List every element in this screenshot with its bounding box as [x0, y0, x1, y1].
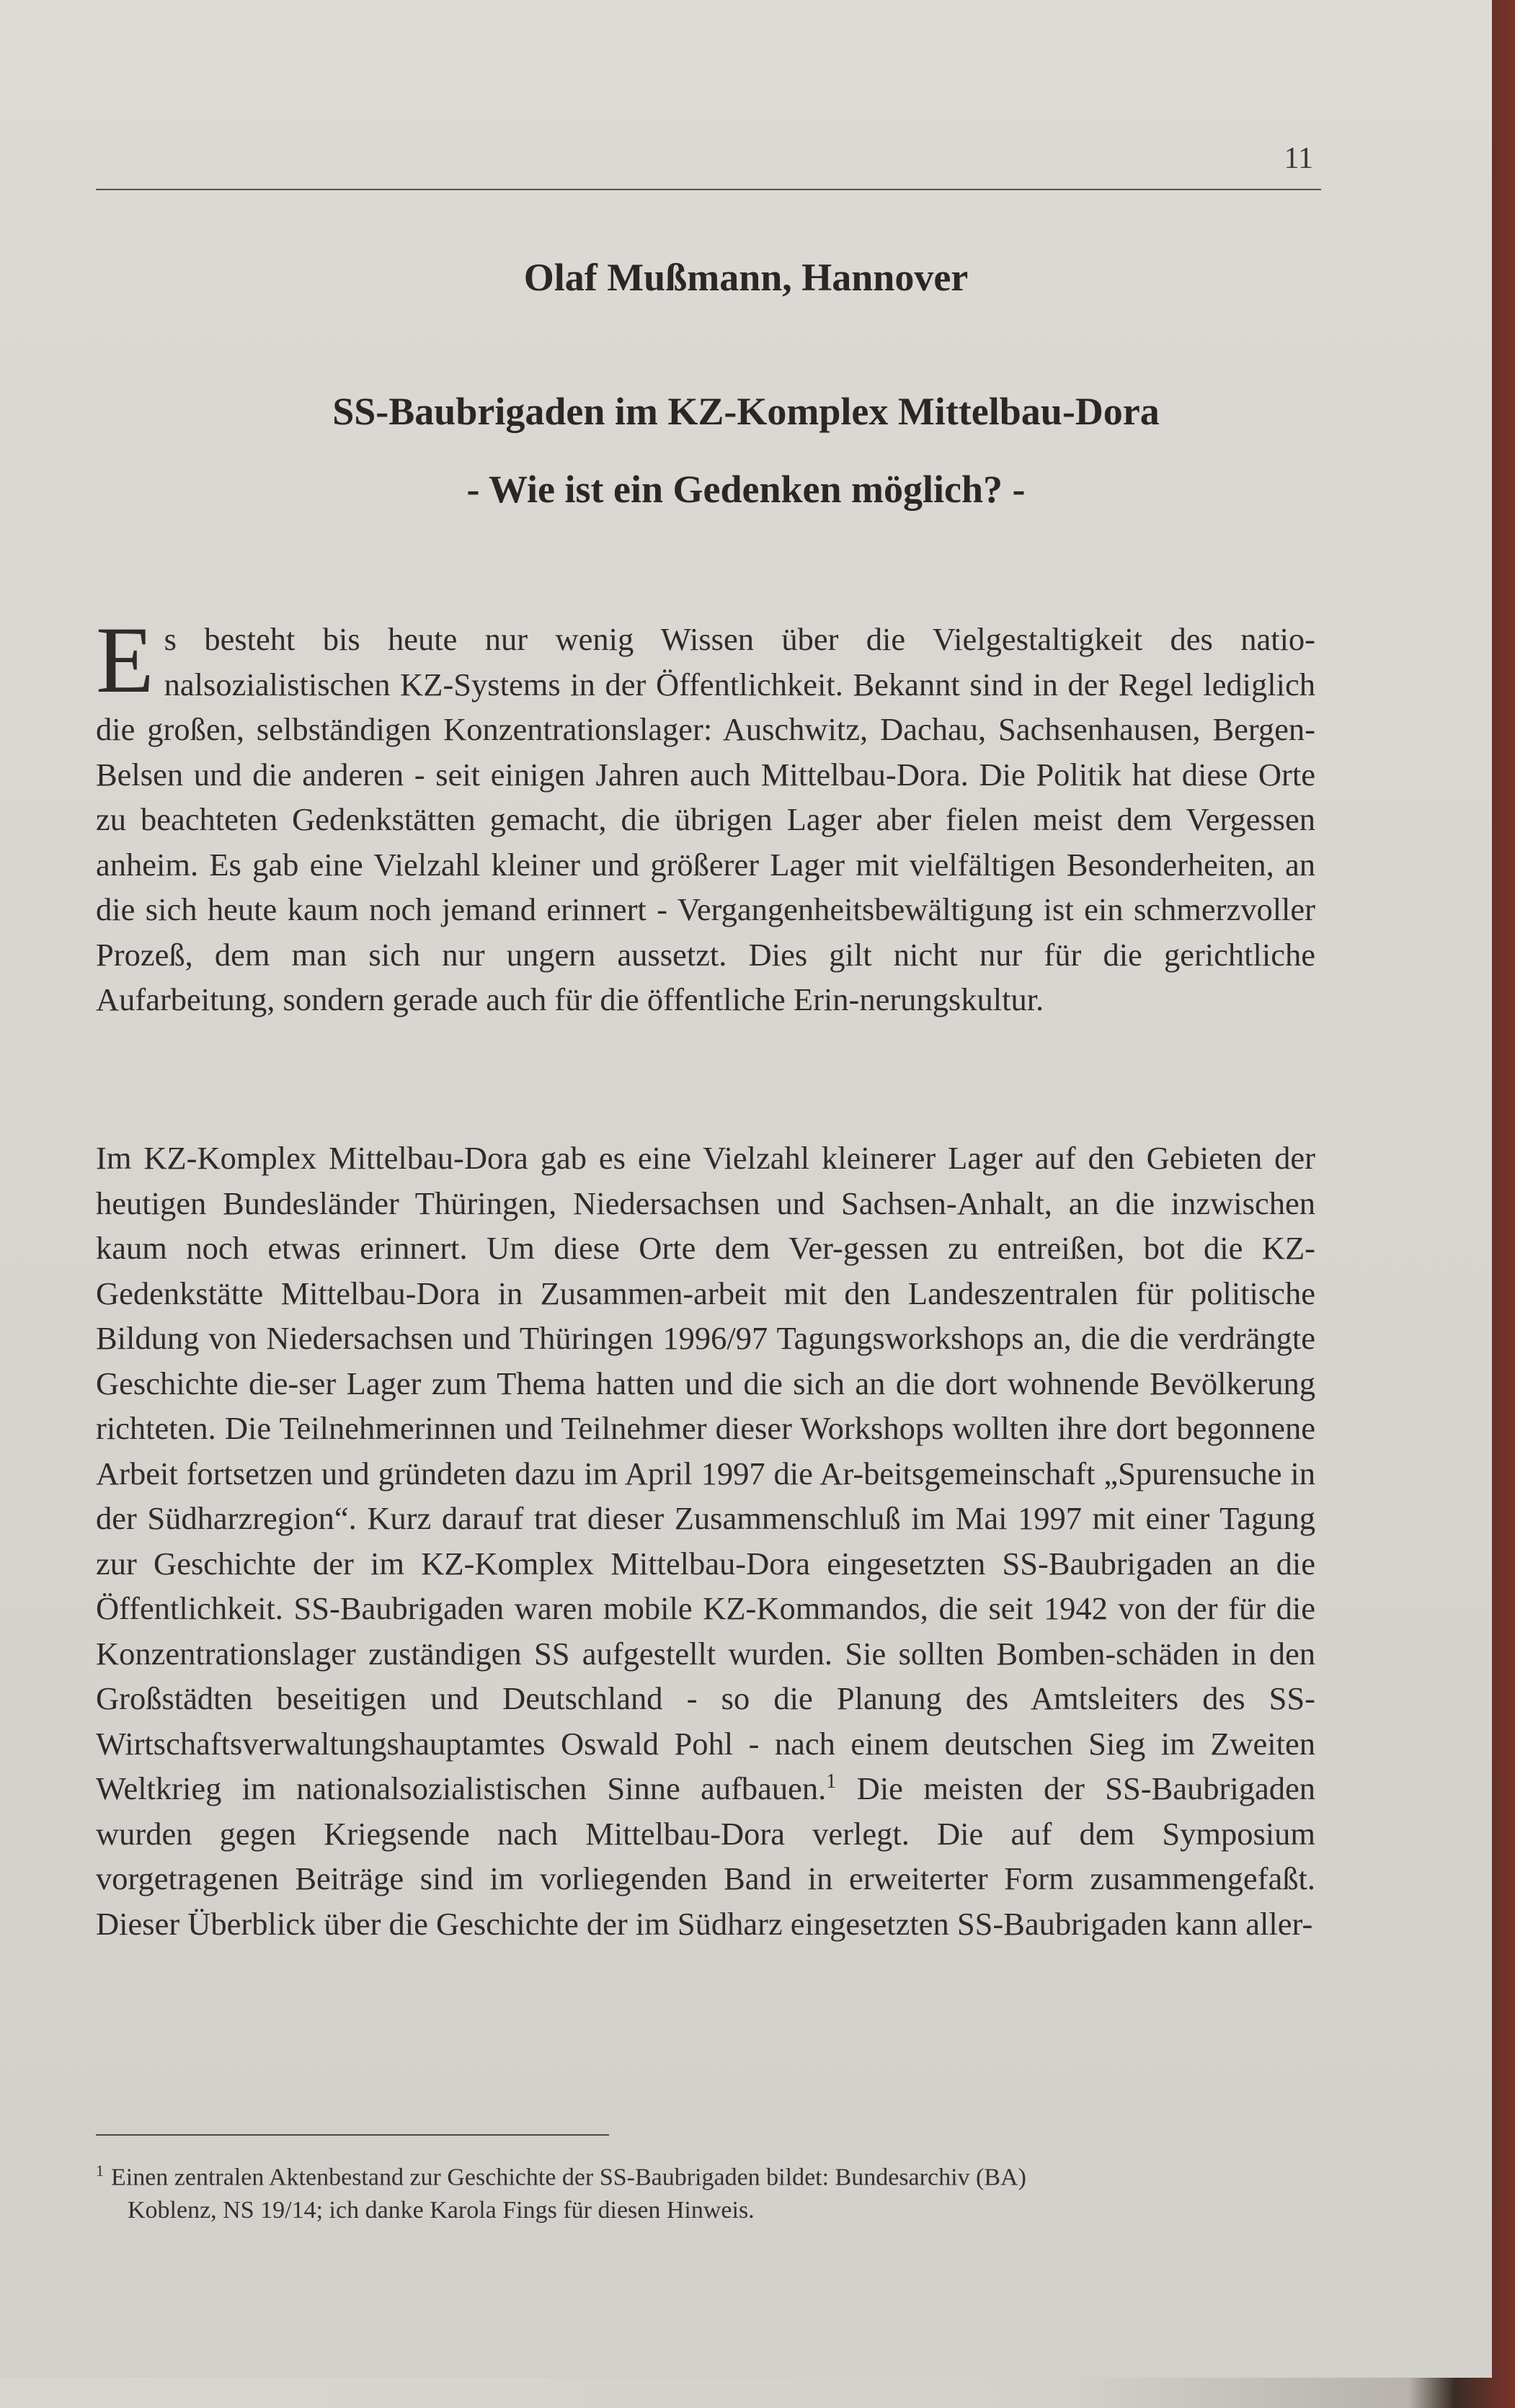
paragraph-2 — [96, 1136, 1315, 1946]
footnote-line-1: Einen zentralen Aktenbestand zur Geschichte der SS-Baubrigaden bildet: Bundesarchiv (BA) — [111, 2164, 1026, 2191]
footnote-line-2: Koblenz, NS 19/14; ich danke Karola Fings für diesen Hinweis. — [128, 2197, 755, 2224]
paragraph-1 — [96, 607, 1315, 1022]
author-line: Olaf Mußmann, Hannover — [523, 256, 969, 299]
page-number: 11 — [1284, 142, 1313, 175]
footnote — [96, 2154, 1315, 2227]
drop-cap: E — [96, 607, 154, 713]
footnote-mark: 1 — [96, 2162, 104, 2180]
footnote-rule — [96, 2134, 609, 2136]
footnote-reference: 1 — [826, 1770, 837, 1793]
article-subtitle: - Wie ist ein Gedenken möglich? - — [466, 468, 1026, 511]
paragraph-2-text-a: Im KZ-Komplex Mittelbau-Dora gab es eine Vielzahl kleinerer Lager auf den Gebieten der heutigen Bundesländer Thüringen, Niedersachsen und Sachsen-Anhalt, an die inzwischen kaum noch etwas erinnert. Um diese Orte dem Ver-gessen zu entreißen, bot die KZ-Gedenkstätte Mittelbau-Dora in Zusammen-arbeit mit den Landeszentralen für politische Bildung von Niedersachsen und Thüringen 1996/97 Tagungsworkshops an, die die verdrängte Geschichte die-ser Lager zum Thema hatten und die sich an die dort wohnende Bevölkerung richteten. Die Teilnehmerinnen und Teilnehmer dieser Workshops wollten ihre dort begonnene Arbeit fortsetzen und gründeten dazu im April 1997 die Ar-beitsgemeinschaft „Spurensuche in der Südharzregion“. Kurz darauf trat dieser Zusammenschluß im Mai 1997 mit einer Tagung zur Geschichte der im KZ-Komplex Mittelbau-Dora eingesetzten SS-Baubrigaden an die Öffentlichkeit. SS-Baubrigaden waren mobile KZ-Kommandos, die seit 1942 von der für die Konzentrationslager zuständigen SS aufgestellt wurden. Sie sollten Bomben-schäden in den Großstädten beseitigen und Deutschland - so die Planung des Amtsleiters des SS-Wirtschaftsverwaltungshauptamtes Oswald Pohl - nach einem deutschen Sieg im Zweiten Weltkrieg im nationalsozialistischen Sinne aufbauen. — [96, 1140, 1315, 1806]
header-rule — [96, 189, 1321, 190]
paragraph-1-text: s besteht bis heute nur wenig Wissen über die Vielgestaltigkeit des natio-nalsozialistischen KZ-Systems in der Öffentlichkeit. Bekannt sind in der Regel lediglich die großen, selbständigen Konzentrationslager: Auschwitz, Dachau, Sachsenhausen, Bergen-Belsen und die anderen - seit einigen Jahren auch Mittelbau-Dora. Die Politik hat diese Orte zu beachteten Gedenkstätten gemacht, die übrigen Lager aber fielen meist dem Vergessen anheim. Es gab eine Vielzahl kleiner und größerer Lager mit vielfältigen Besonderheiten, an die sich heute kaum noch jemand erinnert - Vergangenheitsbewältigung ist ein schmerzvoller Prozeß, dem man sich nur ungern aussetzt. Dies gilt nicht nur für die gerichtliche Aufarbeitung, sondern gerade auch für die öffentliche Erin-nerungskultur. — [96, 621, 1315, 1017]
article-title: SS-Baubrigaden im KZ-Komplex Mittelbau-Dora — [332, 390, 1160, 433]
paragraph-2-text-b: Die meisten der SS-Baubrigaden wurden gegen Kriegsende nach Mittelbau-Dora verlegt. Die auf dem Symposium vorgetragenen Beiträge sind im vorliegenden Band in erweiterter Form zusammengefaßt. Dieser Überblick über die Geschichte der im Südharz eingesetzten SS-Baubrigaden kann aller- — [96, 1770, 1315, 1942]
